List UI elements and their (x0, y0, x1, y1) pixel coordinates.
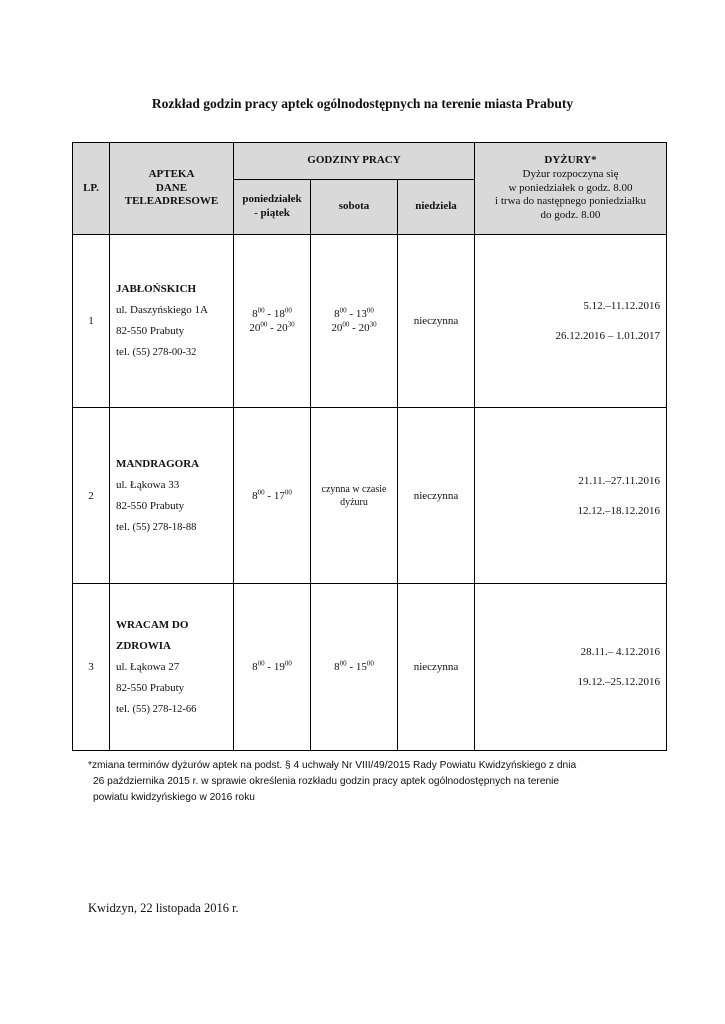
pharmacy-details (110, 584, 234, 751)
pharmacy-street: ul. Łąkowa 33 (116, 478, 180, 491)
pharmacy-phone: tel. (55) 278-00-32 (116, 346, 197, 358)
pharmacy-details (110, 408, 234, 584)
hours-saturday: $8^{00} - 13^{00}$ $20^{00} - 20^{30}$ (311, 235, 398, 408)
table-row (73, 408, 667, 584)
pharmacy-schedule-table (72, 142, 667, 751)
hours-weekday: $8^{00} - 17^{00}$ (234, 408, 311, 584)
hours-sunday: nieczynna (398, 408, 475, 584)
header-lp: LP. (73, 143, 110, 235)
hours-weekday: $8^{00} - 18^{00}$ $20^{00} - 20^{30}$ (234, 235, 311, 408)
pharmacy-name: JABŁOŃSKICH (116, 283, 197, 295)
duty-dates: 28.11.– 4.12.2016 19.12.–25.12.2016 (475, 584, 667, 751)
pharmacy-street: ul. Daszyńskiego 1A (116, 304, 208, 316)
header-apteka: APTEKA DANE TELEADRESOWE (110, 143, 234, 235)
pharmacy-street: ul. Łąkowa 27 (116, 660, 180, 673)
pharmacy-name: WRACAM DO (116, 618, 189, 631)
hours-saturday: czynna w czasie dyżuru (311, 408, 398, 584)
row-lp: 3 (73, 584, 110, 751)
duty-dates: 5.12.–11.12.2016 26.12.2016 – 1.01.2017 (475, 235, 667, 408)
hours-saturday: $8^{00} - 15^{00}$ (311, 584, 398, 751)
pharmacy-details (110, 235, 234, 408)
pharmacy-city: 82-550 Prabuty (116, 681, 185, 694)
hours-weekday: $8^{00} - 19^{00}$ (234, 584, 311, 751)
pharmacy-city: 82-550 Prabuty (116, 499, 185, 512)
page-title: Rozkład godzin pracy aptek ogólnodostępnych na terenie miasta Prabuty (151, 96, 574, 111)
duty-dates: 21.11.–27.11.2016 12.12.–18.12.2016 (475, 408, 667, 584)
pharmacy-phone: tel. (55) 278-12-66 (116, 702, 197, 715)
footnote: *zmiana terminów dyżurów aptek na podst. § 4 uchwały Nr VIII/49/2015 Rady Powiatu Kwidzyńskiego z dnia 26 października 2015 r. w sprawie określenia rozkładu godzin pracy aptek ogólnodostępnych na terenie powiatu kwidzyńskiego w 2016 roku (88, 760, 577, 803)
header-niedziela: niedziela (398, 180, 475, 235)
header-poniedzialek-piatek: poniedziałek - piątek (234, 180, 311, 235)
header-dyzury: DYŻURY* Dyżur rozpoczyna się w poniedziałek o godz. 8.00 i trwa do następnego poniedziałku do godz. 8.00 (475, 143, 667, 235)
pharmacy-name: ZDROWIA (116, 639, 172, 652)
pharmacy-phone: tel. (55) 278-18-88 (116, 520, 197, 533)
hours-sunday: nieczynna (398, 584, 475, 751)
header-sobota: sobota (311, 180, 398, 235)
row-lp: 1 (73, 235, 110, 408)
place-and-date: Kwidzyn, 22 listopada 2016 r. (88, 901, 239, 915)
row-lp: 2 (73, 408, 110, 584)
header-godziny-pracy: GODZINY PRACY (234, 143, 475, 180)
pharmacy-city: 82-550 Prabuty (116, 325, 185, 337)
pharmacy-name: MANDRAGORA (116, 457, 200, 470)
table-row (73, 584, 667, 751)
hours-sunday: nieczynna (398, 235, 475, 408)
table-row (73, 235, 667, 408)
